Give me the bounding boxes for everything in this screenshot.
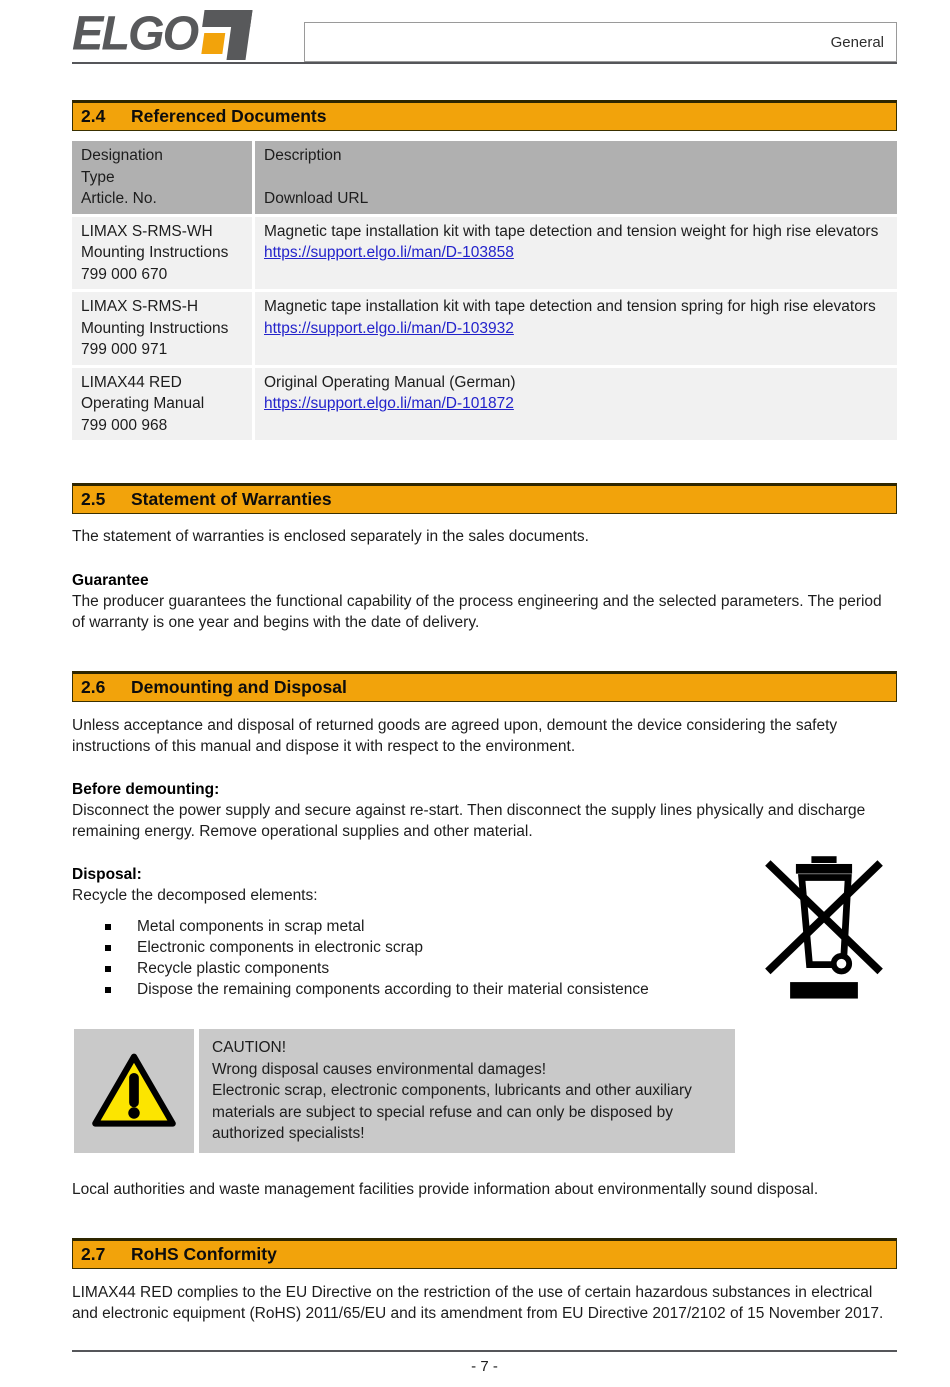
elgo-logo [72,5,304,62]
header-divider [72,62,897,64]
warning-triangle-icon [90,1051,178,1131]
section-2-4-heading [72,100,897,131]
table-row-description: Magnetic tape installation kit with tape detection and tension spring for high rise elevators https://support.elgo.li/man/D-103932 [255,292,897,365]
caution-text-cell [199,1029,735,1153]
weee-crossed-out-bin-icon [763,848,885,1000]
disposal-block [72,864,897,1000]
section-2-5-heading [72,483,897,514]
download-link[interactable]: https://support.elgo.li/man/D-103858 [264,244,514,261]
section-number: 2.6 [81,677,106,697]
page-number: - 7 - [471,1358,498,1375]
page-footer [72,1350,897,1376]
elgo-logo-mark-icon [198,10,253,60]
table-row-designation: LIMAX44 RED Operating Manual 799 000 968 [72,368,252,441]
page-content [72,100,897,1324]
section-title: Referenced Documents [131,106,327,126]
before-demounting-heading: Before demounting: [72,781,220,798]
square-bullet-icon [105,924,111,930]
section-title: Statement of Warranties [131,489,332,509]
square-bullet-icon [105,987,111,993]
list-item: Recycle plastic components [72,958,897,979]
warranties-paragraph: The statement of warranties is enclosed separately in the sales documents. [72,528,589,545]
guarantee-paragraph: The producer guarantees the functional capability of the process engineering and the selected parameters. The period of warranty is one year and begins with the date of delivery. [72,593,882,631]
table-header-designation: Designation Type Article. No. [72,141,252,214]
guarantee-heading: Guarantee [72,572,149,589]
square-bullet-icon [105,966,111,972]
caution-body: Electronic scrap, electronic components, lubricants and other auxiliary materials are subject to special refuse and can only be disposed by authorized specialists! [212,1082,692,1142]
list-item: Dispose the remaining components according to their material consistence [72,979,897,1000]
section-2-6-heading [72,671,897,702]
disposal-heading: Disposal: [72,866,142,883]
list-item: Metal components in scrap metal [72,916,897,937]
section-2-7-heading [72,1238,897,1269]
caution-line: Wrong disposal causes environmental damages! [212,1060,547,1078]
download-link[interactable]: https://support.elgo.li/man/D-103932 [264,319,514,337]
table-header-description: Description Download URL [255,141,897,214]
table-row-description: Magnetic tape installation kit with tape detection and tension weight for high rise elevators https://support.elgo.li/man/D-103858 [255,217,897,290]
section-title: RoHS Conformity [131,1244,277,1264]
section-number: 2.5 [81,489,106,509]
referenced-documents-table [72,141,897,440]
section-statement-of-warranties [72,483,897,633]
section-number: 2.7 [81,1244,106,1264]
section-rohs-conformity [72,1238,897,1324]
caution-box [74,1029,735,1153]
table-row-designation: LIMAX S-RMS-H Mounting Instructions 799 000 971 [72,292,252,365]
header-context-label: General [830,33,884,51]
section-demounting-and-disposal [72,671,897,1200]
page-header [0,0,950,62]
before-demounting-paragraph: Disconnect the power supply and secure against re-start. Then disconnect the supply lines physically and discharge remaining energy. Remove operational supplies and other material. [72,802,866,840]
header-context-box [304,22,897,62]
caution-title: CAUTION! [212,1039,287,1056]
square-bullet-icon [105,945,111,951]
disposal-paragraph: Recycle the decomposed elements: [72,887,318,904]
logo-mark-orange-square [202,33,226,54]
table-row-designation: LIMAX S-RMS-WH Mounting Instructions 799 000 670 [72,217,252,290]
rohs-paragraph: LIMAX44 RED complies to the EU Directive on the restriction of the use of certain hazardous substances in electrical and electronic equipment (RoHS) 2011/65/EU and its amendment from EU Directive 2017/2102 of 15 November 2017. [72,1284,884,1322]
elgo-logo-text: ELGO [72,5,198,60]
caution-icon-cell [74,1029,194,1153]
download-link[interactable]: https://support.elgo.li/man/D-101872 [264,395,514,412]
section-number: 2.4 [81,106,106,126]
section-title: Demounting and Disposal [131,677,347,697]
table-row-description: Original Operating Manual (German) https://support.elgo.li/man/D-101872 [255,368,897,441]
demounting-intro-paragraph: Unless acceptance and disposal of returned goods are agreed upon, demount the device considering the safety instructions of this manual and dispose it with respect to the environment. [72,717,838,755]
local-authorities-paragraph: Local authorities and waste management facilities provide information about environmentally sound disposal. [72,1181,819,1198]
list-item: Electronic components in electronic scrap [72,937,897,958]
section-referenced-documents [72,100,897,440]
